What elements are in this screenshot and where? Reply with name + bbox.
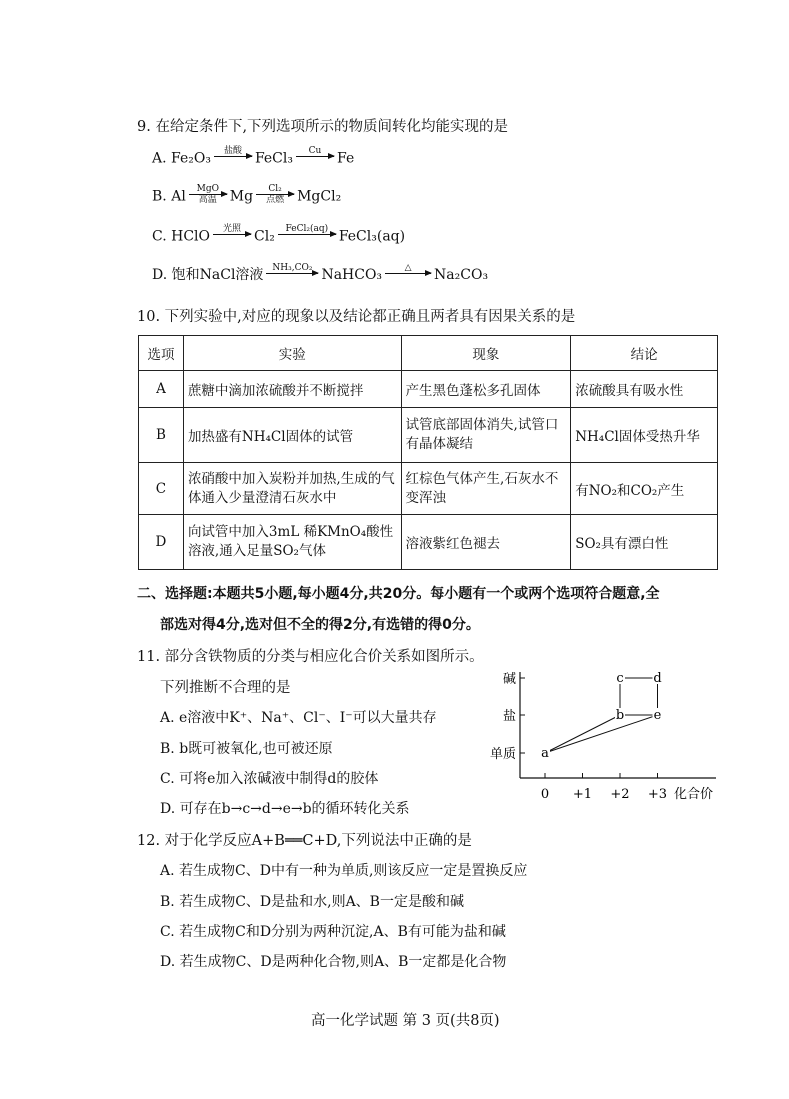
- table-row: B 加热盛有NH₄Cl固体的试管 试管底部固体消失,试管口有晶体凝结 NH₄Cl固体受热升华: [139, 408, 718, 463]
- header-conclusion: 结论: [571, 336, 718, 371]
- header-phenomenon: 现象: [401, 336, 571, 371]
- q9-stem: 9. 在给定条件下,下列选项所示的物质间转化均能实现的是: [137, 119, 509, 135]
- q11-option-d: D. 可存在b→c→d→e→b的循环转化关系: [160, 801, 410, 817]
- q11-option-b: B. b既可被氧化,也可被还原: [160, 741, 333, 757]
- iron-valence-chart: [480, 660, 730, 810]
- line-a-b: [545, 715, 620, 753]
- point-a: a: [541, 746, 549, 761]
- header-experiment: 实验: [183, 336, 401, 371]
- q9-option-c: C. HClO 光照 Cl₂ FeCl₂(aq) FeCl₃(aq): [152, 224, 406, 245]
- page-footer: 高一化学试题 第 3 页(共8页): [311, 1013, 500, 1029]
- section-2-line-1: 二、选择题:本题共5小题,每小题4分,共20分。每小题有一个或两个选项符合题意,全: [137, 586, 660, 602]
- point-e: e: [653, 708, 662, 723]
- q10-table: [138, 335, 718, 570]
- point-b: b: [615, 708, 625, 723]
- q12-option-d: D. 若生成物C、D是两种化合物,则A、B一定都是化合物: [160, 954, 507, 970]
- y-tick-label: 盐: [502, 709, 516, 724]
- q9a-cond1: 盐酸: [223, 146, 242, 156]
- q12-option-a: A. 若生成物C、D中有一种为单质,则该反应一定是置换反应: [160, 863, 528, 879]
- x-tick-label: +3: [647, 787, 668, 802]
- q9-option-a: A. Fe₂O₃ 盐酸 FeCl₃ Cu Fe: [152, 146, 355, 167]
- x-tick-label: 0: [540, 787, 550, 802]
- q9-option-b: B. Al MgO 高温 Mg Cl₂ 点燃 MgCl₂: [152, 184, 342, 205]
- y-tick-label: 单质: [489, 747, 516, 762]
- x-axis-title: 化合价: [674, 787, 714, 802]
- q11-option-a: A. e溶液中K⁺、Na⁺、Cl⁻、I⁻可以大量共存: [160, 710, 437, 726]
- q11-stem: 11. 部分含铁物质的分类与相应化合价关系如图所示。: [137, 649, 484, 665]
- q9-option-d: D. 饱和NaCl溶液 NH₃,CO₂ NaHCO₃ △ Na₂CO₃: [152, 262, 489, 283]
- q12-option-b: B. 若生成物C、D是盐和水,则A、B一定是酸和碱: [160, 894, 464, 910]
- y-tick-label: 碱: [502, 672, 516, 687]
- q11-option-c: C. 可将e加入浓碱液中制得d的胶体: [160, 771, 379, 787]
- point-c: c: [616, 671, 624, 686]
- line-a-e: [545, 715, 658, 753]
- table-row: A 蔗糖中滴加浓硫酸并不断搅拌 产生黑色蓬松多孔固体 浓硫酸具有吸水性: [139, 371, 718, 408]
- section-2-line-2: 部选对得4分,选对但不全的得2分,有选错的得0分。: [160, 617, 480, 633]
- q11-stem-2: 下列推断不合理的是: [160, 680, 291, 696]
- table-row: C 浓硝酸中加入炭粉并加热,生成的气体通入少量澄清石灰水中 红棕色气体产生,石灰水不变浑浊 有NO₂和CO₂产生: [139, 463, 718, 515]
- q10-stem: 10. 下列实验中,对应的现象以及结论都正确且两者具有因果关系的是: [137, 309, 576, 325]
- point-d: d: [653, 671, 662, 686]
- table-header-row: [139, 336, 718, 371]
- x-tick-label: +2: [610, 787, 630, 802]
- header-option: 选项: [139, 336, 184, 371]
- q12-stem: 12. 对于化学反应A+B══C+D,下列说法中正确的是: [137, 833, 472, 849]
- x-tick-label: +1: [572, 787, 593, 802]
- q12-option-c: C. 若生成物C和D分别为两种沉淀,A、B有可能为盐和碱: [160, 924, 506, 940]
- table-row: D 向试管中加入3mL 稀KMnO₄酸性溶液,通入足量SO₂气体 溶液紫红色褪去 SO₂具有漂白性: [139, 515, 718, 570]
